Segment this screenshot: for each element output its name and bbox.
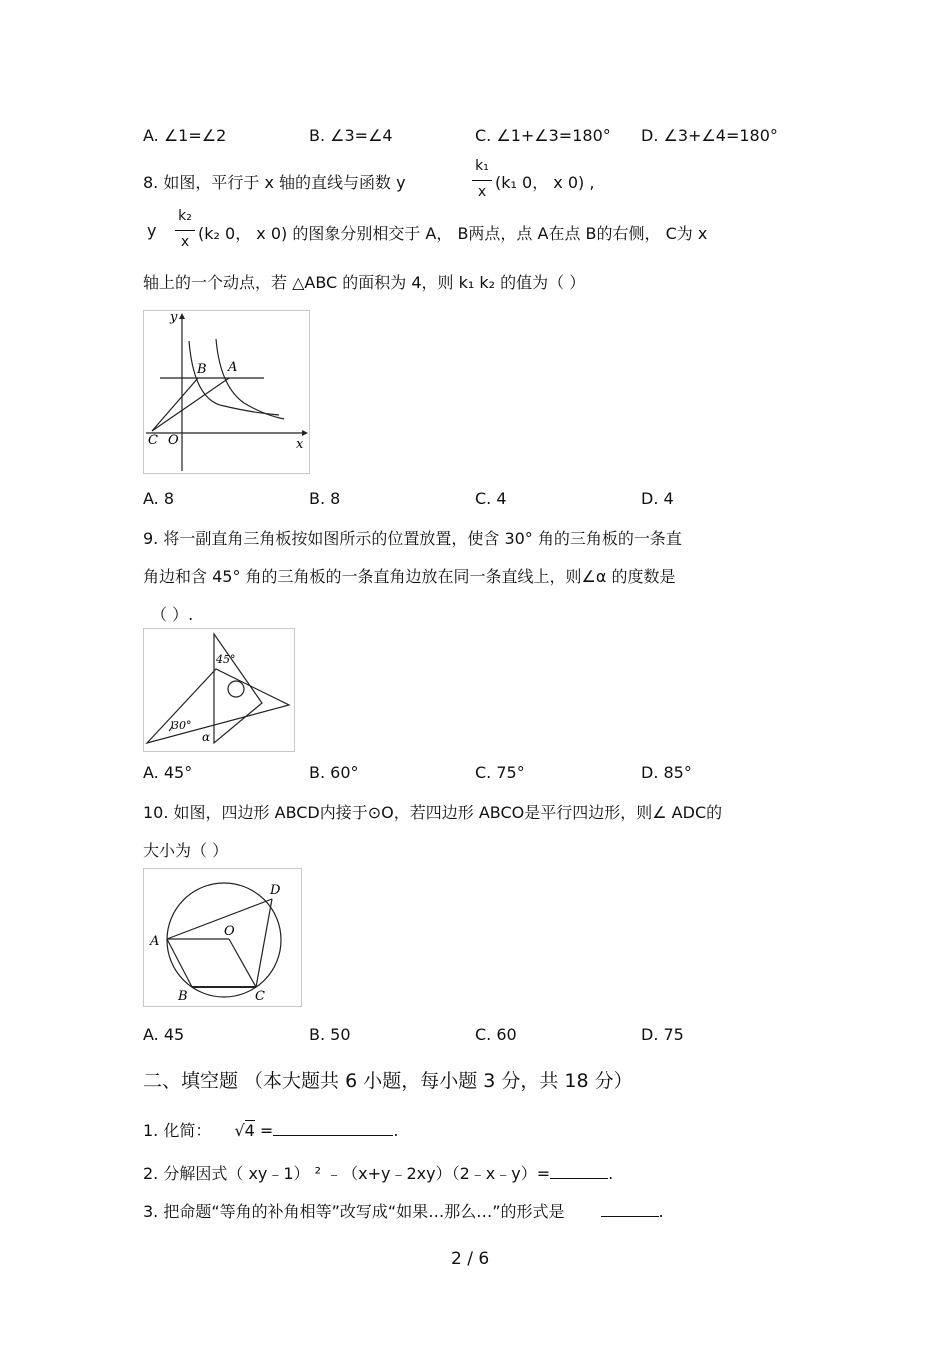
q10-figure <box>143 868 302 1007</box>
q7-option-c: C. ∠1+∠3=180° <box>475 126 611 145</box>
q8-graph <box>144 311 309 473</box>
q8-line1-prefix: 8. 如图，平行于 x 轴的直线与函数 y <box>143 173 406 192</box>
q10-label-a: A <box>150 934 160 949</box>
q9-triangles <box>144 629 294 751</box>
q10-label-d: D <box>270 883 281 898</box>
q10-label-b: B <box>178 989 188 1004</box>
q10-circle-diagram <box>144 869 301 1006</box>
q10-option-a: A. 45 <box>143 1025 185 1044</box>
q8-option-d: D. 4 <box>641 489 674 508</box>
q10-option-c: C. 60 <box>475 1025 517 1044</box>
q9-option-d: D. 85° <box>641 763 692 782</box>
q8-frac2-numerator: k₂ <box>178 208 192 224</box>
fill-q3 <box>143 1199 664 1222</box>
q8-frac2-bar <box>175 230 195 231</box>
q7-option-b: B. ∠3=∠4 <box>309 126 393 145</box>
q8-label-b: B <box>197 362 207 377</box>
q9-triangle-30 <box>147 669 289 743</box>
fill-q3-blank <box>601 1200 659 1217</box>
q8-option-c: C. 4 <box>475 489 507 508</box>
q9-hole-circle <box>228 681 244 697</box>
fill-q2-end: . <box>608 1164 614 1183</box>
q9-option-a: A. 45° <box>143 763 193 782</box>
q9-label-alpha: α <box>202 730 211 744</box>
fill-q2-blank <box>550 1162 608 1179</box>
fill-q1 <box>143 1118 398 1141</box>
q8-label-x: x <box>296 437 304 452</box>
q9-line1: 9. 将一副直角三角板按如图所示的位置放置，使含 30° 角的三角板的一条直 <box>143 529 682 548</box>
q10-label-o: O <box>224 924 235 939</box>
q9-option-b: B. 60° <box>309 763 359 782</box>
q10-line2: 大小为（ ） <box>143 841 229 860</box>
q10-line1: 10. 如图，四边形 ABCD内接于⊙O，若四边形 ABCO是平行四边形，则∠ ADC的 <box>143 803 723 822</box>
fill-q1-equals: = <box>254 1121 274 1140</box>
q8-figure <box>143 310 310 474</box>
fill-q1-blank <box>273 1119 393 1136</box>
q9-line2: 角边和含 45° 角的三角板的一条直角边放在同一条直线上，则∠α 的度数是 <box>143 567 676 586</box>
fill-q3-text: 3. 把命题“等角的补角相等”改写成“如果…那么…”的形式是 <box>143 1202 565 1221</box>
q8-line3: 轴上的一个动点，若 △ABC 的面积为 4，则 k₁ k₂ 的值为（ ） <box>143 273 586 292</box>
q10-segment-ab <box>167 939 192 987</box>
q9-label-30: 30° <box>172 719 192 732</box>
fill-q2-text: 2. 分解因式（ xy﹣1） ² ﹣（x+y﹣2xy）（2﹣x﹣y）= <box>143 1164 551 1183</box>
q10-segment-oc <box>229 939 256 987</box>
page-number: 2 / 6 <box>451 1249 490 1269</box>
q10-circle-o <box>167 883 281 997</box>
q8-label-o: O <box>168 433 179 448</box>
q8-x-arrow <box>302 430 308 436</box>
q8-line2-suffix: (k₂ 0， x 0) 的图象分别相交于 A， B两点，点 A在点 B的右侧， C为 x <box>198 224 708 243</box>
q8-label-y: y <box>170 311 178 325</box>
fill-q3-end: . <box>658 1202 664 1221</box>
q8-y-arrow <box>179 313 185 319</box>
q8-line1-suffix: (k₁ 0， x 0) , <box>495 173 595 192</box>
q8-option-a: A. 8 <box>143 489 175 508</box>
q10-option-b: B. 50 <box>309 1025 351 1044</box>
fill-q1-end: . <box>393 1121 399 1140</box>
fill-q1-prefix: 1. 化简： <box>143 1121 212 1140</box>
q7-option-a: A. ∠1=∠2 <box>143 126 227 145</box>
section2-title: 二、填空题 （本大题共 6 小题，每小题 3 分，共 18 分） <box>143 1070 633 1092</box>
q9-figure <box>143 628 295 752</box>
q8-option-b: B. 8 <box>309 489 341 508</box>
q8-line2-y: y <box>147 221 157 240</box>
q8-frac2-denominator: x <box>180 234 190 250</box>
sqrt-icon: √ <box>234 1121 245 1140</box>
q8-frac1-bar <box>472 180 492 181</box>
q8-label-a: A <box>228 360 238 375</box>
q10-segment-ad <box>167 899 272 939</box>
fill-q2 <box>143 1161 613 1184</box>
q10-option-d: D. 75 <box>641 1025 684 1044</box>
fill-q1-radicand: 4 <box>244 1121 255 1140</box>
q9-line3: （ ）. <box>151 605 194 624</box>
q9-option-c: C. 75° <box>475 763 525 782</box>
q8-frac1-numerator: k₁ <box>475 158 489 174</box>
q8-label-c: C <box>148 433 158 448</box>
q9-label-45: 45° <box>216 653 236 666</box>
q10-label-c: C <box>255 989 265 1004</box>
q7-option-d: D. ∠3+∠4=180° <box>641 126 778 145</box>
q8-frac1-denominator: x <box>477 184 487 200</box>
